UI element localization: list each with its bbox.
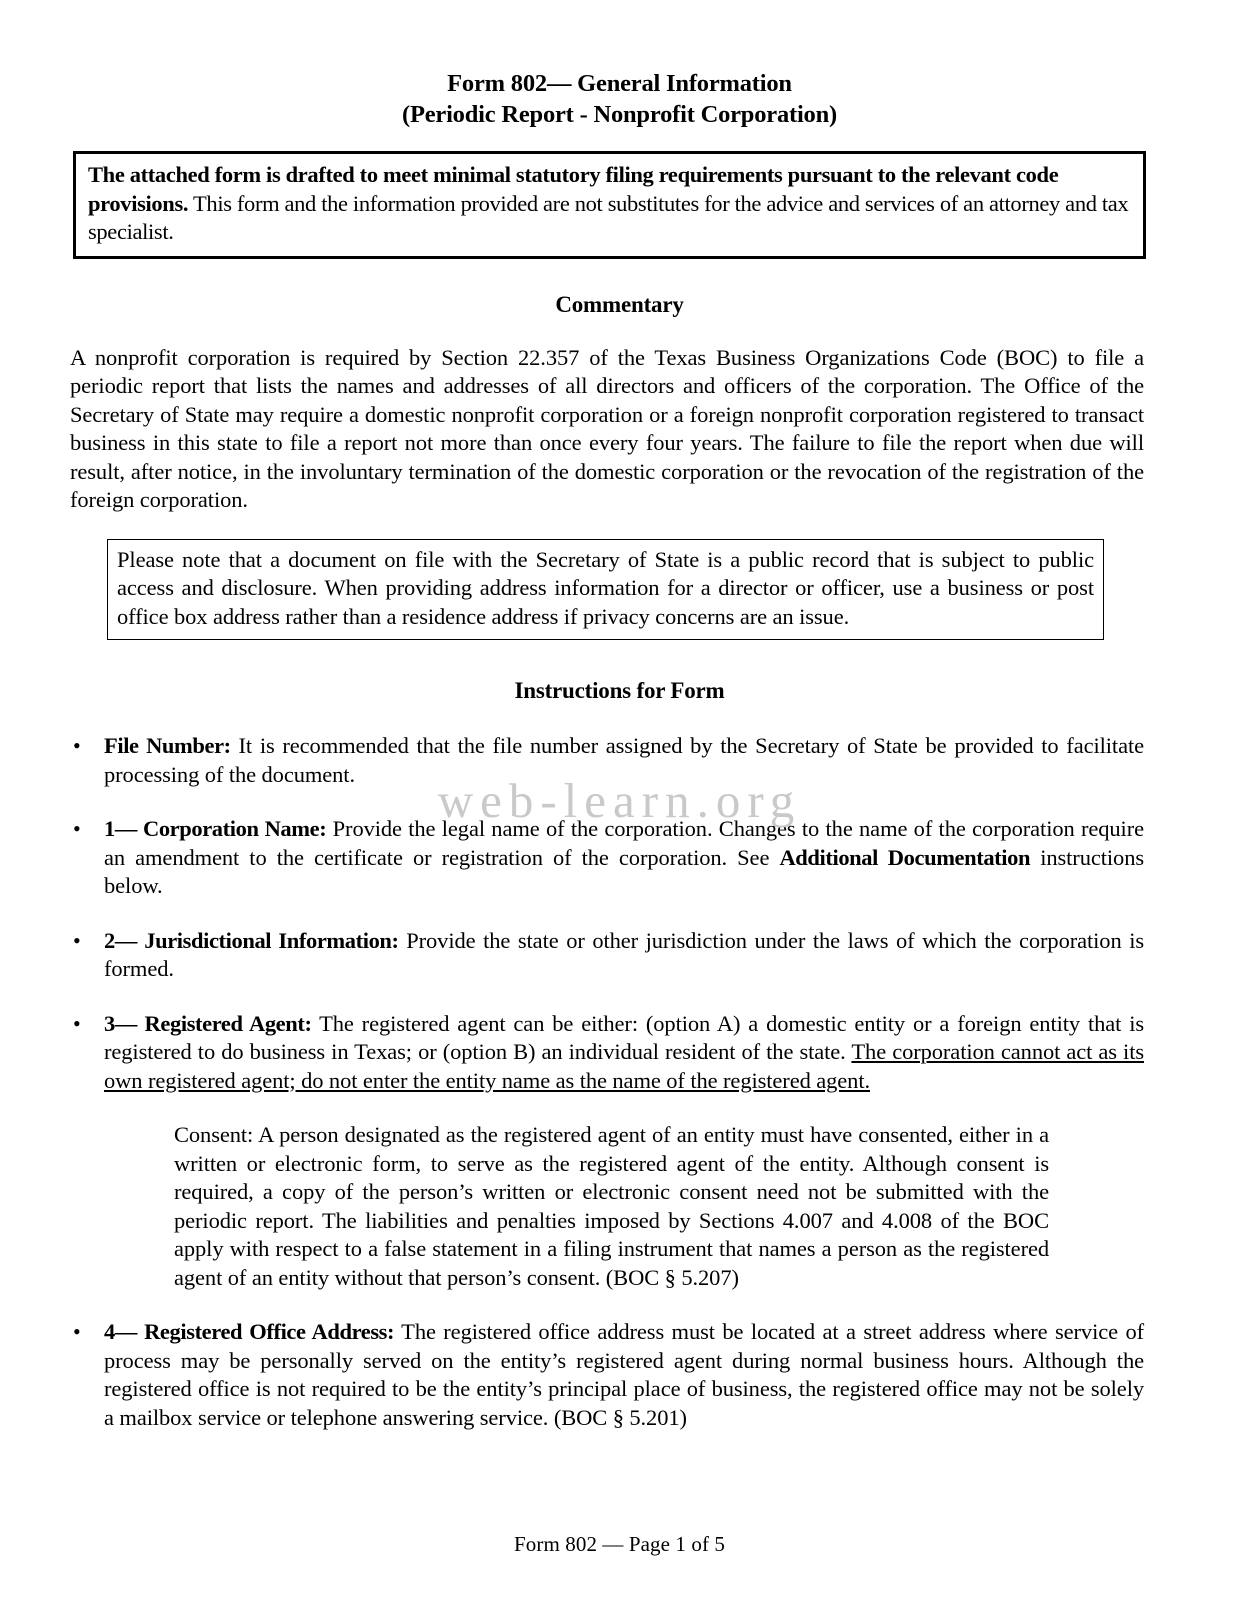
instructions-list	[70, 732, 1144, 1432]
public-record-note-text: Please note that a document on file with the Secretary of State is a public record that is subject to public access and disclosure. When providing address information for a director or officer, use a business or post office box address rather than a residence address if privacy concerns are an issue.	[117, 546, 1094, 629]
list-item-jurisdictional-information	[70, 927, 1144, 984]
item-underlined-warning: The corporation cannot act as its own registered agent; do not enter the entity name as the name of the registered agent.	[104, 1039, 1145, 1093]
page-footer: Form 802 — Page 1 of 5	[513, 1532, 726, 1556]
item-label: 1— Corporation Name:	[104, 816, 327, 841]
statutory-notice-box	[73, 151, 1146, 259]
page-title	[0, 0, 1239, 130]
list-item-corporation-name	[70, 815, 1144, 901]
statutory-notice-text	[88, 161, 1133, 247]
bullet-icon: •	[73, 733, 81, 758]
bullet-icon: •	[73, 927, 81, 953]
item-label: File Number:	[104, 733, 231, 758]
item-text: The registered office address must be located at a street address where service of process may be personally served on the entity’s registered agent during normal business hours. Although the registered office is not required to be the entity’s principal place of business, the registered office may not be solely a mailbox service or telephone answering service. (BOC § 5.201)	[104, 1319, 1144, 1430]
consent-text: A person designated as the registered agent of an entity must have consented, either in a written or electronic form, to serve as the registered agent of the entity. Although consent is required, a copy of the person’s written or electronic consent need not be submitted with the periodic report. The liabilities and penalties imposed by Sections 4.007 and 4.008 of the BOC apply with respect to a false statement in a filing instrument that names a person as the registered agent of an entity without that person’s consent. (BOC § 5.207)	[174, 1122, 1049, 1290]
notice-bold-lead: The attached form is drafted to meet minimal statutory filing requirements pursuant to the relevant code provisions.	[88, 162, 1059, 216]
item-label: 3— Registered Agent:	[104, 1010, 312, 1036]
notice-remainder: This form and the information provided are not substitutes for the advice and services of an attorney and tax specialist.	[88, 190, 1129, 244]
bullet-icon: •	[73, 1010, 81, 1036]
instructions-heading: Instructions for Form	[514, 678, 725, 703]
item-text-before: Provide the legal name of the corporation. Changes to the name of the corporation require an amendment to the certificate or registration of the corporation. See	[104, 816, 1144, 870]
list-item-file-number	[70, 732, 1144, 789]
title-line-1: Form 802— General Information	[447, 70, 792, 97]
consent-paragraph	[174, 1121, 1049, 1292]
item-label: 2— Jurisdictional Information:	[104, 927, 399, 953]
list-item-registered-agent	[70, 1010, 1144, 1096]
item-text: It is recommended that the file number assigned by the Secretary of State be provided to facilitate processing of the document.	[104, 733, 1145, 787]
watermark-text: web-learn.org	[437, 773, 802, 828]
list-item-registered-office-address	[70, 1318, 1144, 1432]
title-line-2: (Periodic Report - Nonprofit Corporation)	[402, 101, 837, 128]
bullet-icon: •	[73, 1319, 81, 1344]
item-emphasis: Additional Documentation	[779, 844, 1031, 870]
commentary-heading: Commentary	[555, 291, 684, 317]
public-record-note-box	[107, 539, 1104, 641]
bullet-icon: •	[73, 816, 81, 841]
commentary-paragraph: A nonprofit corporation is required by Section 22.357 of the Texas Business Organizations Code (BOC) to file a periodic report that lists the names and addresses of all directors and officers of the corporation. The Office of the Secretary of State may require a domestic nonprofit corporation or a foreign nonprofit corporation registered to transact business in this state to file a report not more than once every four years. The failure to file the report when due will result, after notice, in the involuntary termination of the domestic corporation or the revocation of the registration of the foreign corporation.	[70, 344, 1144, 512]
item-text-before: The registered agent can be either: (option A) a domestic entity or a foreign entity that is registered to do business in Texas; or (option B) an individual resident of the state.	[104, 1010, 1145, 1064]
item-label: 4— Registered Office Address:	[104, 1319, 395, 1344]
consent-label: Consent:	[174, 1122, 254, 1147]
item-text: Provide the state or other jurisdiction under the laws of which the corporation is formed.	[104, 927, 1144, 981]
item-text-after: instructions below.	[104, 844, 1144, 898]
